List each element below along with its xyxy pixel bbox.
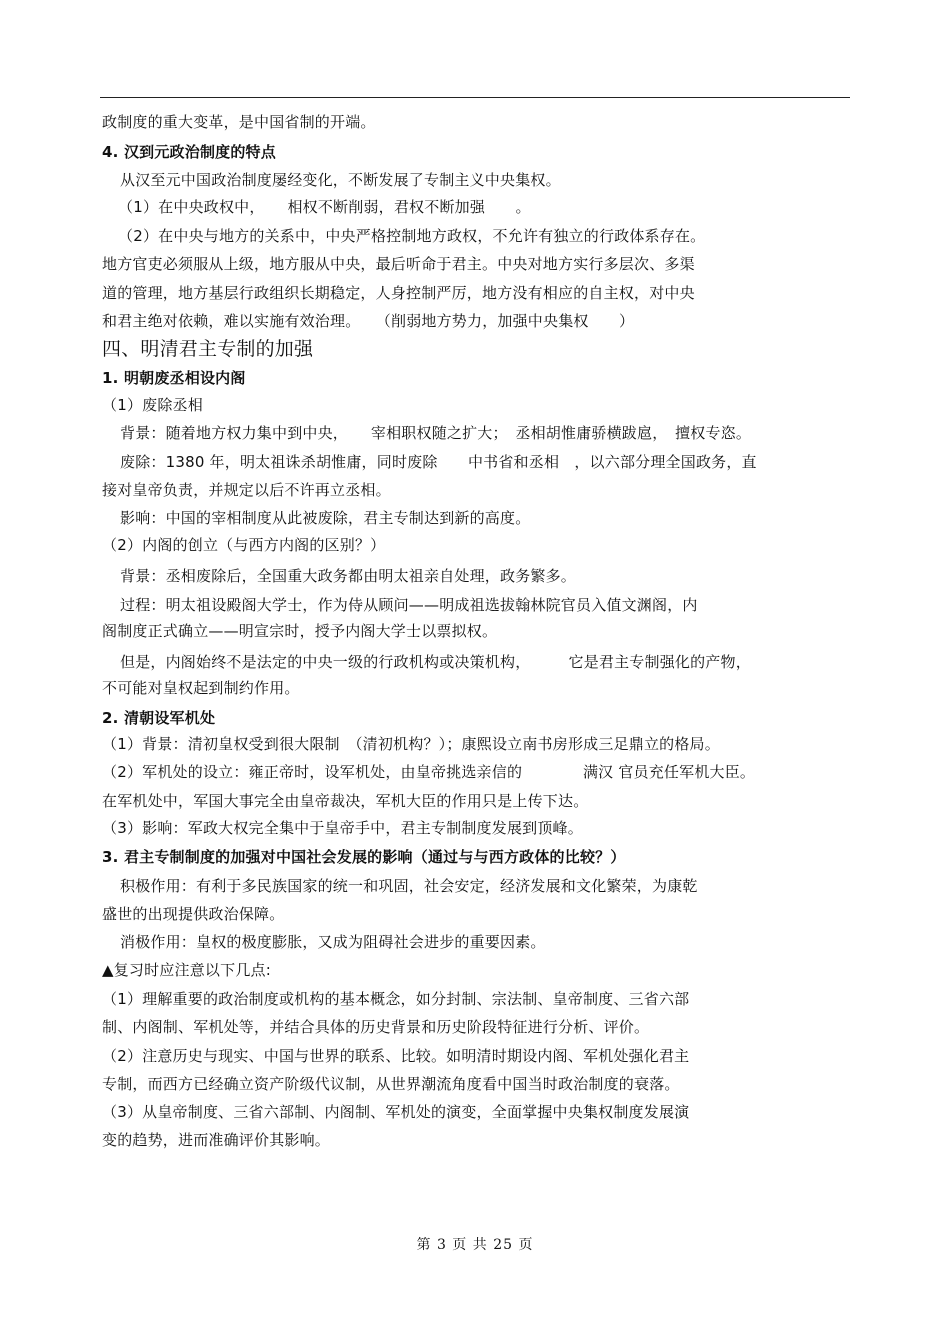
text-line: 阁制度正式确立——明宣宗时，授予内阁大学士以票拟权。 — [102, 622, 498, 640]
section-heading: 2. 清朝设军机处 — [102, 709, 216, 727]
text-line: 影响：中国的宰相制度从此被废除，君主专制达到新的高度。 — [120, 509, 531, 527]
text-line: （2）军机处的设立：雍正帝时，设军机处，由皇帝挑选亲信的 满汉 官员充任军机大臣。 — [102, 763, 756, 781]
section-heading: 3. 君主专制制度的加强对中国社会发展的影响（通过与与西方政体的比较？） — [102, 848, 626, 866]
text-line: 过程：明太祖设殿阁大学士，作为侍从顾问——明成祖选拔翰林院官员入值文渊阁，内 — [120, 596, 698, 614]
text-line: 政制度的重大变革，是中国省制的开端。 — [102, 113, 376, 131]
chapter-heading: 四、明清君主专制的加强 — [102, 338, 314, 360]
note-heading: ▲复习时应注意以下几点: — [102, 961, 271, 979]
text-line: 在军机处中，军国大事完全由皇帝裁决，军机大臣的作用只是上传下达。 — [102, 792, 589, 810]
text-line: 废除：1380 年，明太祖诛杀胡惟庸，同时废除 中书省和丞相 ，以六部分理全国政务，直 — [120, 453, 757, 471]
text-line: 背景：随着地方权力集中到中央， 宰相职权随之扩大； 丞相胡惟庸骄横跋扈， 擅权专恣。 — [120, 424, 752, 442]
section-heading: 1. 明朝废丞相设内阁 — [102, 369, 246, 387]
text-line: 不可能对皇权起到制约作用。 — [102, 679, 300, 697]
text-line: （1）理解重要的政治制度或机构的基本概念，如分封制、宗法制、皇帝制度、三省六部 — [102, 990, 690, 1008]
subsection-heading: （2）内阁的创立（与西方内阁的区别？） — [102, 536, 386, 554]
text-line: （1）背景：清初皇权受到很大限制 （清初机构？）；康熙设立南书房形成三足鼎立的格局。 — [102, 735, 720, 753]
text-line: 背景：丞相废除后，全国重大政务都由明太祖亲自处理，政务繁多。 — [120, 567, 577, 585]
header-rule — [100, 97, 850, 98]
text-line: 变的趋势，进而准确评价其影响。 — [102, 1131, 331, 1149]
text-line: （3）影响：军政大权完全集中于皇帝手中，君主专制制度发展到顶峰。 — [102, 819, 583, 837]
text-line: 从汉至元中国政治制度屡经变化，不断发展了专制主义中央集权。 — [120, 171, 561, 189]
text-line: 道的管理，地方基层行政组织长期稳定，人身控制严厉，地方没有相应的自主权，对中央 — [102, 284, 695, 302]
text-line: （3）从皇帝制度、三省六部制、内阁制、军机处的演变，全面掌握中央集权制度发展演 — [102, 1103, 690, 1121]
text-line: 和君主绝对依赖，难以实施有效治理。 （削弱地方势力，加强中央集权 ） — [102, 312, 635, 330]
text-line: （2）在中央与地方的关系中，中央严格控制地方政权，不允许有独立的行政体系存在。 — [118, 227, 706, 245]
text-line: 但是，内阁始终不是法定的中央一级的行政机构或决策机构， 它是君主专制强化的产物， — [120, 653, 751, 671]
text-line: （1）在中央政权中， 相权不断削弱，君权不断加强 。 — [118, 198, 531, 216]
text-line: （2）注意历史与现实、中国与世界的联系、比较。如明清时期设内阁、军机处强化君主 — [102, 1047, 690, 1065]
text-line: 盛世的出现提供政治保障。 — [102, 905, 285, 923]
section-heading: 4. 汉到元政治制度的特点 — [102, 143, 276, 161]
subsection-heading: （1）废除丞相 — [102, 396, 203, 414]
text-line: 地方官吏必须服从上级，地方服从中央，最后听命于君主。中央对地方实行多层次、多渠 — [102, 255, 695, 273]
text-line: 消极作用：皇权的极度膨胀，又成为阻碍社会进步的重要因素。 — [120, 933, 546, 951]
text-line: 制、内阁制、军机处等，并结合具体的历史背景和历史阶段特征进行分析、评价。 — [102, 1018, 650, 1036]
text-line: 接对皇帝负责，并规定以后不许再立丞相。 — [102, 481, 391, 499]
page-number: 第 3 页 共 25 页 — [416, 1237, 534, 1253]
text-line: 专制，而西方已经确立资产阶级代议制，从世界潮流角度看中国当时政治制度的衰落。 — [102, 1075, 680, 1093]
text-line: 积极作用：有利于多民族国家的统一和巩固，社会安定，经济发展和文化繁荣，为康乾 — [120, 877, 698, 895]
